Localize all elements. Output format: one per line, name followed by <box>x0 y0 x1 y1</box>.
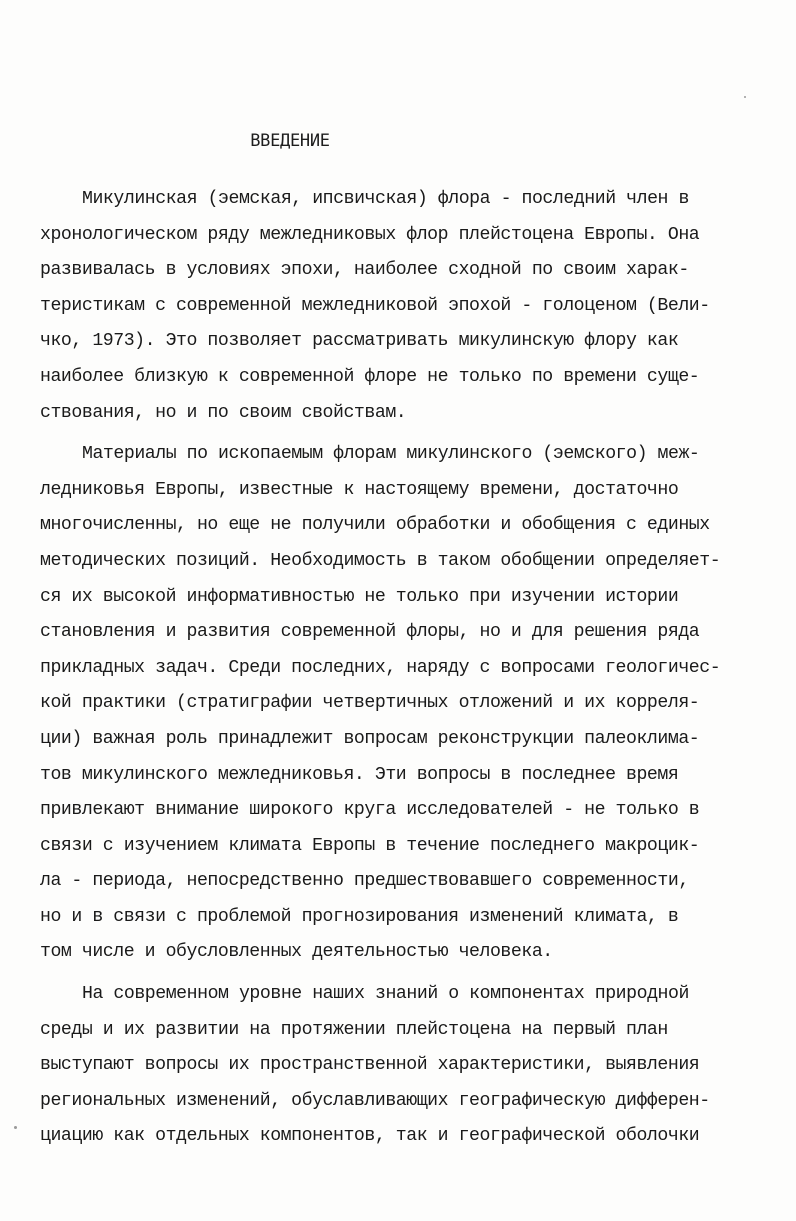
text-line: выступают вопросы их пространственной характеристики, выявления <box>40 1055 700 1076</box>
text-line: том числе и обусловленных деятельностью человека. <box>40 942 553 963</box>
scan-speck <box>14 1126 17 1129</box>
text-line: циацию как отдельных компонентов, так и географической оболочки <box>40 1126 700 1147</box>
scan-speck <box>744 96 746 98</box>
text-line: но и в связи с проблемой прогнозирования изменений климата, в <box>40 906 679 927</box>
text-line: ледниковья Европы, известные к настоящему времени, достаточно <box>40 479 679 500</box>
text-line: кой практики (стратиграфии четвертичных отложений и их корреля- <box>40 693 700 714</box>
text-line: среды и их развитии на протяжении плейстоцена на первый план <box>40 1019 668 1040</box>
text-line: наиболее близкую к современной флоре не только по времени суще- <box>40 366 700 387</box>
text-line: прикладных задач. Среди последних, наряду с вопросами геологичес- <box>40 657 721 678</box>
paragraph-2 <box>40 437 760 971</box>
paragraph-3 <box>40 977 760 1155</box>
text-line: чко, 1973). Это позволяет рассматривать микулинскую флору как <box>40 331 679 352</box>
text-line: На современном уровне наших знаний о компонентах природной <box>82 984 689 1005</box>
text-line: Материалы по ископаемым флорам микулинского (эемского) меж- <box>82 444 700 465</box>
text-line: связи с изучением климата Европы в течение последнего макроцик- <box>40 835 700 856</box>
body-text <box>40 182 760 1155</box>
text-line: ла - периода, непосредственно предшествовавшего современности, <box>40 871 689 892</box>
text-line: привлекают внимание широкого круга исследователей - не только в <box>40 800 700 821</box>
section-heading: ВВЕДЕНИЕ <box>250 131 330 151</box>
text-line: тов микулинского межледниковья. Эти вопросы в последнее время <box>40 764 679 785</box>
text-line: развивалась в условиях эпохи, наиболее сходной по своим харак- <box>40 260 689 281</box>
text-line: Микулинская (эемская, ипсвичская) флора - последний член в <box>82 189 689 209</box>
text-line: хронологическом ряду межледниковых флор плейстоцена Европы. Она <box>40 224 700 245</box>
text-line: ствования, но и по своим свойствам. <box>40 402 407 423</box>
text-line: теристикам с современной межледниковой эпохой - голоценом (Вели- <box>40 295 710 316</box>
text-line: методических позиций. Необходимость в таком обобщении определяет- <box>40 550 721 571</box>
text-line: ся их высокой информативностью не только при изучении истории <box>40 586 679 607</box>
text-line: региональных изменений, обуславливающих географическую дифферен- <box>40 1090 710 1111</box>
text-line: ции) важная роль принадлежит вопросам реконструкции палеоклима- <box>40 728 700 749</box>
paragraph-1 <box>40 182 760 431</box>
text-line: становления и развития современной флоры, но и для решения ряда <box>40 622 700 643</box>
text-line: многочисленны, но еще не получили обработки и обобщения с единых <box>40 515 710 536</box>
